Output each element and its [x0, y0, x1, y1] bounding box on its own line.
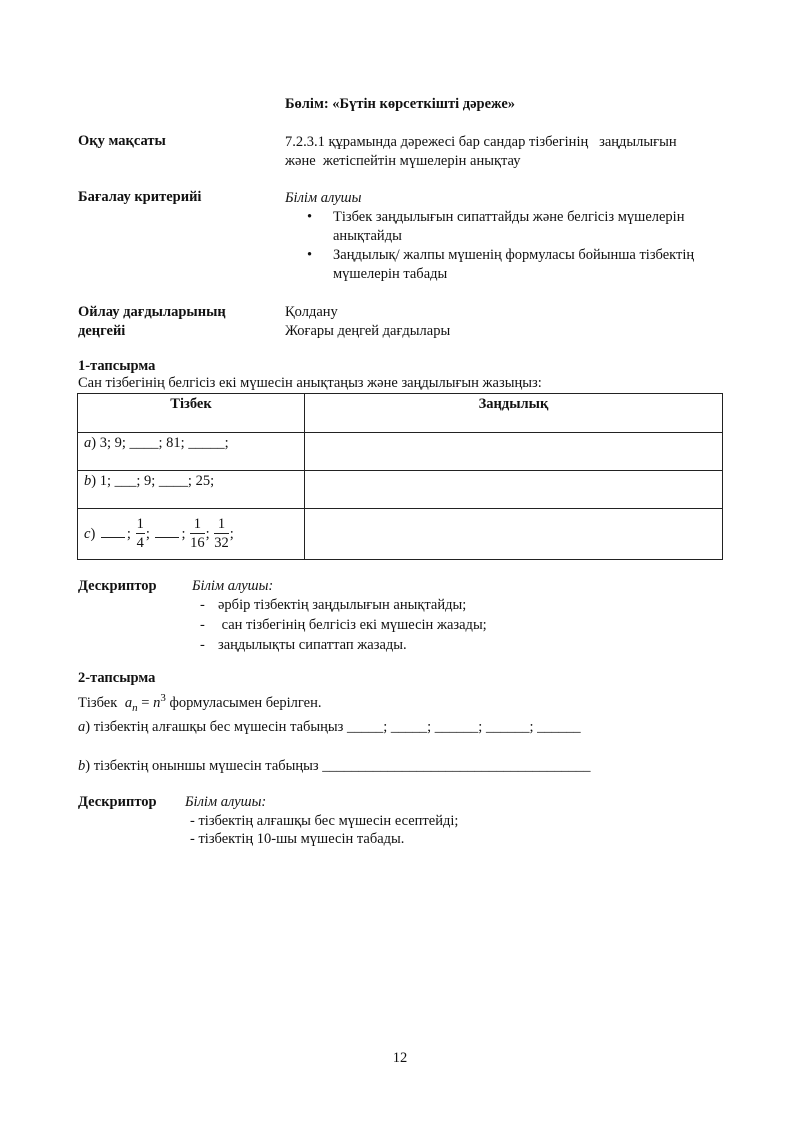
descriptor-item: - әрбір тізбектің заңдылығын анықтайды; [200, 597, 467, 613]
descriptor-item: - сан тізбегінің белгісіз екі мүшесін жазады; [200, 617, 487, 633]
page-number: 12 [392, 1050, 408, 1066]
fraction: $\frac{1}{4}$ [136, 515, 144, 551]
row-letter: c [84, 525, 91, 542]
task1-table [77, 393, 723, 560]
fraction: $\frac{1}{32}$ [214, 515, 229, 551]
table-header-row [78, 394, 723, 433]
table-row [78, 471, 723, 509]
task1-title: 1-тапсырма [78, 358, 156, 374]
section-title: Бөлім: «Бүтін көрсеткішті дәреже» [284, 96, 516, 112]
task2-descriptor-list [190, 812, 458, 848]
sequence-cell-a [78, 433, 305, 471]
row-paren: ) [90, 525, 96, 542]
task2-descriptor-label: Дескриптор [78, 794, 157, 810]
thinking-label-line-1: Ойлау дағдыларының [78, 304, 226, 320]
formula: $a_n = n^3$ [124, 692, 166, 714]
task1-descriptor-list [200, 595, 487, 655]
criteria-label: Бағалау критерийі [78, 189, 202, 205]
row-text: ) 1; ___; 9; ____; 25; [91, 473, 215, 489]
descriptor-item: - заңдылықты сипаттап жазады. [200, 637, 407, 653]
criteria-item: • Заңдылық/ жалпы мүшенің формуласы бойынша тізбектің мүшелерін табады [285, 246, 725, 284]
thinking-level-value [285, 303, 450, 341]
criteria-intro: Білім алушы [285, 190, 362, 206]
formula-prefix: Тізбек [78, 694, 118, 711]
task1-descriptor-intro: Білім алушы: [192, 578, 274, 594]
column-header-rule: Заңдылық [305, 394, 723, 433]
criteria-item: • Тізбек заңдылығын сипаттайды және белгісіз мүшелерін анықтайды [285, 208, 725, 246]
formula-suffix: формуласымен берілген. [169, 694, 322, 711]
rule-cell-c[interactable] [305, 509, 723, 560]
blank-line [155, 537, 179, 538]
separator: ; [126, 525, 131, 542]
rule-cell-b[interactable] [305, 471, 723, 509]
table-row [78, 433, 723, 471]
row-letter: a [84, 435, 92, 451]
descriptor-item: - тізбектің алғашқы бес мүшесін есептейді; [190, 813, 459, 829]
task2-part-b: b) тізбектің оныншы мүшесін табыңыз _____________________________________ [78, 758, 591, 774]
sequence-cell-c [78, 509, 305, 560]
task1-descriptor-label: Дескриптор [78, 578, 157, 594]
separator: ; [145, 525, 150, 542]
learning-goal-line-2: және жетіспейтін мүшелерін анықтау [285, 153, 521, 169]
learning-goal-line-1: 7.2.3.1 құрамында дәрежесі бар сандар тізбегінің заңдылығын [285, 134, 677, 150]
task2-part-a: a) тізбектің алғашқы бес мүшесін табыңыз _____; _____; ______; ______; ______ [78, 719, 581, 735]
task1-instruction: Сан тізбегінің белгісіз екі мүшесін анықтаңыз және заңдылығын жазыңыз: [78, 375, 542, 391]
thinking-level-label [78, 303, 226, 341]
column-header-sequence: Тізбек [78, 394, 305, 433]
separator: ; [205, 525, 210, 542]
thinking-label-line-2: деңгейі [78, 323, 126, 339]
fraction: $\frac{1}{16}$ [190, 515, 205, 551]
row-letter: b [84, 473, 92, 489]
task2-formula-line [78, 692, 322, 714]
thinking-value-2: Жоғары деңгей дағдылары [285, 323, 451, 339]
learning-goal-label: Оқу мақсаты [78, 133, 166, 149]
separator: ; [229, 525, 234, 542]
row-text: ) 3; 9; ____; 81; _____; [91, 435, 229, 451]
table-row [78, 509, 723, 560]
task2-descriptor-intro: Білім алушы: [185, 794, 267, 810]
blank-line [101, 537, 125, 538]
thinking-value-1: Қолдану [285, 304, 338, 320]
separator: ; [181, 525, 186, 542]
criteria-block [285, 189, 725, 284]
sequence-cell-b [78, 471, 305, 509]
criteria-list [285, 208, 725, 284]
rule-cell-a[interactable] [305, 433, 723, 471]
descriptor-item: - тізбектің 10-шы мүшесін табады. [190, 831, 405, 847]
task2-title: 2-тапсырма [78, 670, 156, 686]
learning-goal-value [285, 133, 677, 171]
